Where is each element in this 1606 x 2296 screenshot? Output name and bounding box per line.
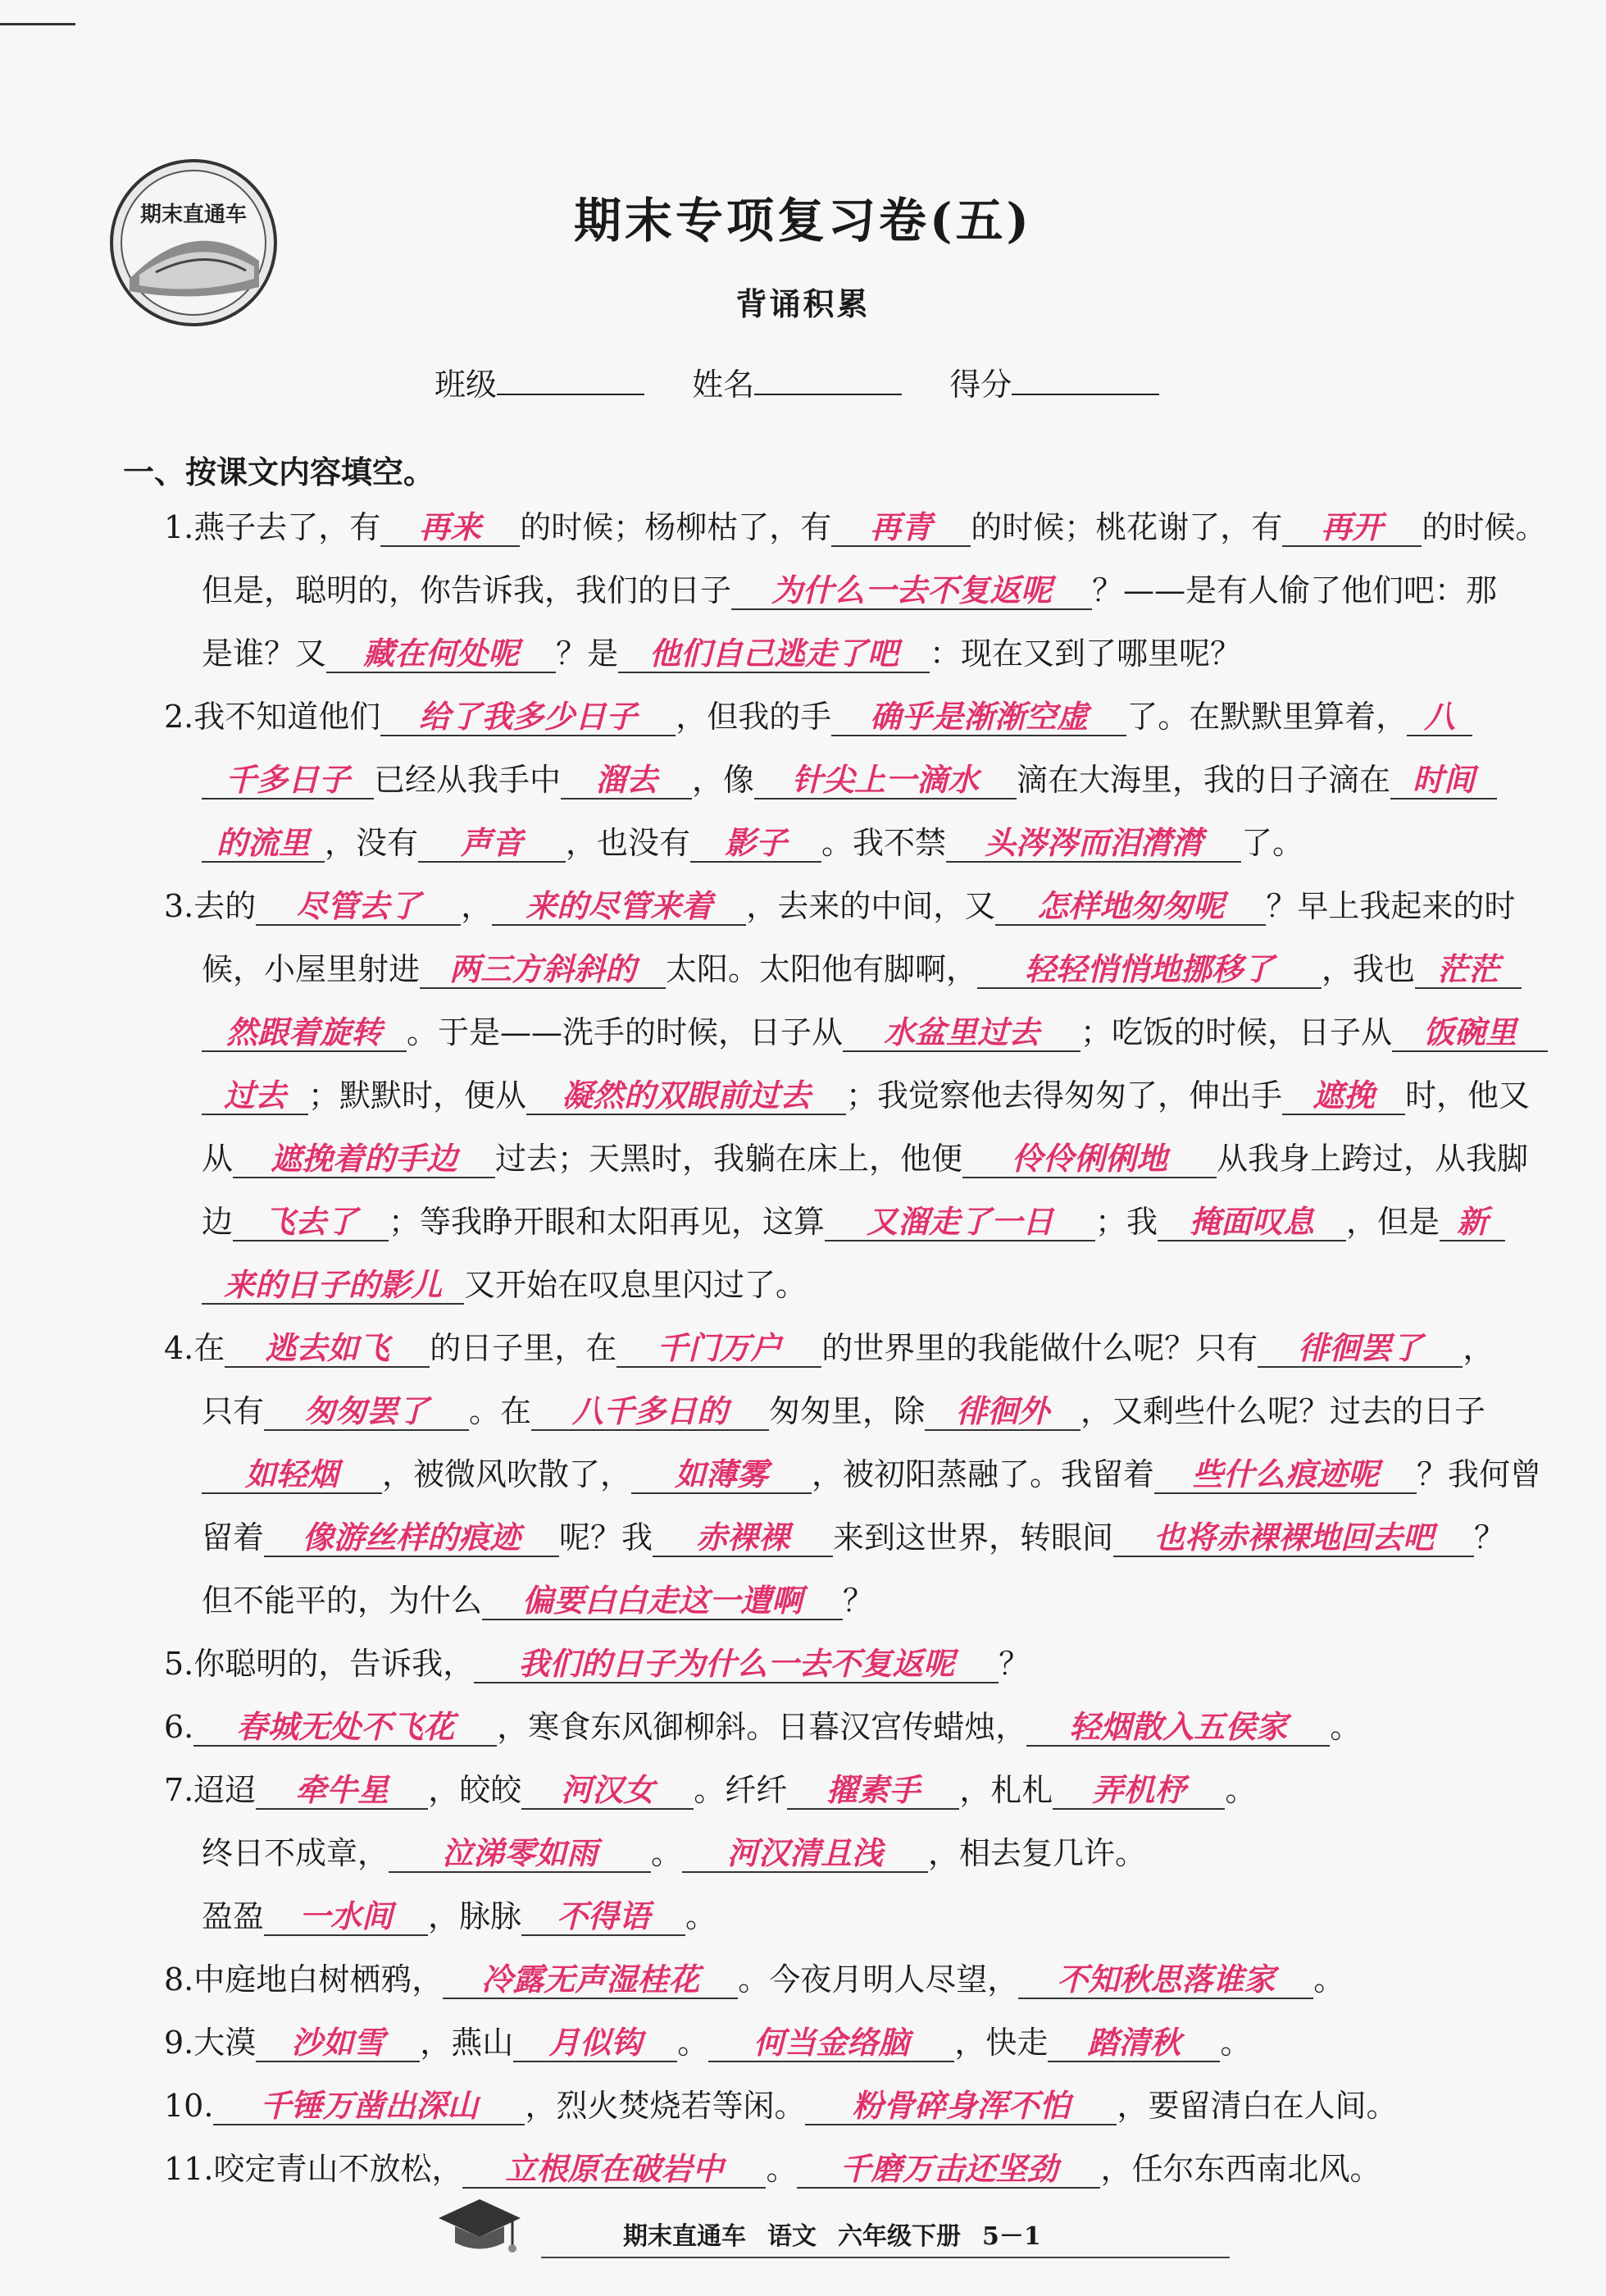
page-subtitle: 背诵积累 (735, 285, 871, 322)
name-field[interactable] (754, 367, 902, 395)
answer-blank: 水盆里过去 (843, 1014, 1081, 1052)
answer-blank: 伶伶俐俐地 (962, 1141, 1217, 1178)
name-label: 姓名 (692, 367, 755, 403)
answer-blank: 冷露无声湿桂花 (443, 1961, 738, 1999)
answer-blank: 来的日子的影儿 (202, 1267, 464, 1305)
answer-blank: 徘徊罢了 (1258, 1330, 1463, 1368)
q7-line-1: 7.迢迢 牵牛星 ，皎皎 河汉女 。纤纤 擢素手 ，札札 弄机杼 。 (164, 1771, 1257, 1808)
answer-blank: 遮挽着的手边 (233, 1141, 495, 1178)
section-heading: 一、按课文内容填空。 (123, 453, 435, 490)
answer-blank: 千锤万凿出深山 (213, 2088, 525, 2125)
answer-blank: 泣涕零如雨 (389, 1835, 651, 1873)
q2-line-2: 千多日子 已经从我手中 溜去 ，像 针尖上一滴水 滴在大海里，我的日子滴在 时间 (202, 754, 1497, 800)
footer-grade: 六年级下册 (838, 2222, 961, 2251)
answer-blank: 擢素手 (787, 1772, 959, 1810)
answer-blank: 针尖上一滴水 (754, 762, 1017, 800)
answer-blank: 也将赤裸裸地回去吧 (1113, 1519, 1474, 1557)
answer-blank: 立根原在破岩中 (462, 2151, 766, 2189)
answer-blank: 牵牛星 (256, 1772, 428, 1810)
answer-blank: 我们的日子为什么一去不复返呢 (474, 1646, 999, 1683)
corner-rule (0, 23, 75, 25)
answer-blank: 头涔涔而泪潸潸 (946, 825, 1241, 863)
q3-line-1: 3.去的 尽管去了 ， 来的尽管来着 ，去来的中间，又 怎样地匆匆呢 ？早上我起来的时 (164, 887, 1516, 924)
answer-blank: 两三方斜斜的 (420, 951, 666, 989)
answer-blank: 声音 (418, 825, 566, 863)
score-field[interactable] (1012, 367, 1159, 395)
answer-blank: 河汉女 (521, 1772, 694, 1810)
answer-blank: 赤裸裸 (653, 1519, 833, 1557)
q4-line-4: 留着 像游丝样的痕迹 呢？我 赤裸裸 来到这世界，转眼间 也将赤裸裸地回去吧 ？ (202, 1519, 1506, 1556)
q3-line-5: 从 遮挽着的手边 过去；天黑时，我躺在床上，他便 伶伶俐俐地 从我身上跨过，从我脚 (202, 1140, 1529, 1177)
answer-blank: 八千多日的 (531, 1393, 769, 1431)
q3-line-4: 过去 ；默默时，便从 凝然的双眼前过去 ；我觉察他去得匆匆了，伸出手 遮挽 时，他又 (202, 1070, 1530, 1115)
question-number: 2. (164, 699, 194, 735)
q1-line-2: 但是，聪明的，你告诉我，我们的日子 为什么一去不复返呢 ？——是有人偷了他们吧：那 (202, 572, 1498, 608)
answer-blank: 饭碗里 (1392, 1014, 1548, 1052)
q3-line-2: 候，小屋里射进 两三方斜斜的 太阳。太阳他有脚啊， 轻轻悄悄地挪移了 ，我也 茫茫 (202, 944, 1522, 989)
q4-line-2: 只有 匆匆罢了 。在 八千多日的 匆匆里，除 徘徊外 ，又剩些什么呢？过去的日子 (202, 1392, 1486, 1429)
answer-blank: 沙如雪 (256, 2025, 420, 2062)
answer-blank: 再开 (1282, 509, 1422, 547)
answer-blank: 踏清秋 (1048, 2025, 1220, 2062)
q7-line-2: 终日不成章， 泣涕零如雨 。 河汉清且浅 ，相去复几许。 (202, 1834, 1147, 1871)
question-number: 5. (164, 1646, 194, 1682)
q11-line-1: 11.咬定青山不放松， 立根原在破岩中 。 千磨万击还坚劲 ，任尔东西南北风。 (164, 2150, 1381, 2187)
answer-blank: 何当金络脑 (708, 2025, 954, 2062)
answer-blank: 弄机杼 (1053, 1772, 1225, 1810)
answer-blank: 如轻烟 (202, 1456, 382, 1494)
answer-blank: 来的尽管来着 (492, 888, 746, 926)
answer-blank: 遮挽 (1282, 1077, 1405, 1115)
answer-blank: 给了我多少日子 (380, 699, 676, 736)
q4-line-1: 4.在 逃去如飞 的日子里，在 千门万户 的世界里的我能做什么呢？只有 徘徊罢了 ， (164, 1329, 1495, 1366)
page-title: 期末专项复习卷(五) (574, 193, 1032, 248)
answer-blank: 千多日子 (202, 762, 374, 800)
q2-line-1: 2.我不知道他们 给了我多少日子 ，但我的手 确乎是渐渐空虚 了。在默默里算着， 八 (164, 691, 1472, 736)
question-number: 6. (164, 1709, 194, 1745)
q10-line-1: 10. 千锤万凿出深山 ，烈火焚烧若等闲。 粉骨碎身浑不怕 ，要留清白在人间。 (164, 2087, 1398, 2124)
q6-line-1: 6. 春城无处不飞花 ，寒食东风御柳斜。日暮汉宫传蜡烛， 轻烟散入五侯家 。 (164, 1708, 1362, 1745)
q4-line-3: 如轻烟 ，被微风吹散了， 如薄雾 ，被初阳蒸融了。我留着 些什么痕迹呢 ？我何曾 (202, 1449, 1541, 1494)
footer (623, 2216, 1062, 2252)
class-field[interactable] (497, 367, 644, 395)
question-number: 8. (164, 1961, 194, 1998)
answer-blank: 的流里 (202, 825, 325, 863)
answer-blank: 然跟着旋转 (202, 1014, 407, 1052)
answer-blank: 凝然的双眼前过去 (526, 1077, 846, 1115)
answer-blank: 又溜走了一日 (825, 1204, 1095, 1241)
answer-blank: 再来 (380, 509, 520, 547)
question-number: 9. (164, 2025, 194, 2061)
q8-line-1: 8.中庭地白树栖鸦， 冷露无声湿桂花 。今夜月明人尽望， 不知秋思落谁家 。 (164, 1961, 1345, 1998)
answer-blank: 千门万户 (616, 1330, 821, 1368)
answer-blank: 粉骨碎身浑不怕 (805, 2088, 1117, 2125)
graduation-cap-icon (430, 2189, 529, 2263)
answer-blank: 过去 (202, 1077, 308, 1115)
q4-line-5: 但不能平的，为什么 偏要白白走这一遭啊 ？ (202, 1582, 875, 1619)
answer-blank: 像游丝样的痕迹 (264, 1519, 559, 1557)
q1-line-1: 1.燕子去了，有 再来 的时候；杨柳枯了，有 再青 的时候；桃花谢了，有 再开 的时候。 (164, 508, 1547, 545)
answer-blank: 徘徊外 (925, 1393, 1081, 1431)
answer-blank: 藏在何处呢 (326, 636, 556, 673)
footer-subject: 语文 (767, 2222, 817, 2251)
answer-blank: 一水间 (264, 1898, 428, 1936)
answer-blank: 再青 (831, 509, 971, 547)
answer-blank: 他们自己逃走了吧 (618, 636, 930, 673)
answer-blank: 确乎是渐渐空虚 (831, 699, 1126, 736)
question-number: 1. (164, 509, 194, 545)
answer-blank: 怎样地匆匆呢 (995, 888, 1266, 926)
q9-line-1: 9.大漠 沙如雪 ，燕山 月似钩 。 何当金络脑 ，快走 踏清秋 。 (164, 2024, 1252, 2061)
answer-blank: 掩面叹息 (1158, 1204, 1346, 1241)
answer-blank: 千磨万击还坚劲 (797, 2151, 1100, 2189)
logo-text: 期末直通车 (139, 203, 248, 227)
q3-line-7: 来的日子的影儿 又开始在叹息里闪过了。 (202, 1260, 807, 1305)
answer-blank: 轻烟散入五侯家 (1026, 1709, 1330, 1747)
q5-line-1: 5.你聪明的，告诉我， 我们的日子为什么一去不复返呢 ？ (164, 1645, 1030, 1682)
q3-line-3: 然跟着旋转 。于是——洗手的时候，日子从 水盆里过去 ；吃饭的时候，日子从 饭碗里 (202, 1007, 1548, 1052)
answer-blank: 河汉清且浅 (682, 1835, 928, 1873)
q7-line-3: 盈盈 一水间 ，脉脉 不得语 。 (202, 1897, 717, 1934)
footer-rule (541, 2257, 1230, 2258)
q3-line-6: 边 飞去了 ；等我睁开眼和太阳再见，这算 又溜走了一日 ；我 掩面叹息 ，但是 新 (202, 1196, 1505, 1241)
answer-blank: 如薄雾 (631, 1456, 812, 1494)
answer-blank: 八 (1407, 699, 1472, 736)
student-info (434, 359, 1197, 404)
answer-blank: 月似钩 (513, 2025, 677, 2062)
answer-blank: 些什么痕迹呢 (1154, 1456, 1417, 1494)
answer-blank: 不得语 (521, 1898, 685, 1936)
footer-book: 期末直通车 (623, 2222, 746, 2251)
question-number: 3. (164, 888, 194, 924)
answer-blank: 不知秋思落谁家 (1018, 1961, 1313, 1999)
question-number: 4. (164, 1330, 194, 1366)
answer-blank: 时间 (1390, 762, 1497, 800)
question-number: 10. (164, 2088, 214, 2124)
q1-line-3: 是谁？又 藏在何处呢 ？是 他们自己逃走了吧 ：现在又到了哪里呢？ (202, 635, 1242, 672)
answer-blank: 尽管去了 (256, 888, 461, 926)
answer-blank: 溜去 (561, 762, 692, 800)
question-number: 11. (164, 2151, 214, 2187)
answer-blank: 逃去如飞 (225, 1330, 430, 1368)
q2-line-3: 的流里 ，没有 声音 ，也没有 影子 。我不禁 头涔涔而泪潸潸 了。 (202, 818, 1303, 863)
answer-blank: 匆匆罢了 (264, 1393, 469, 1431)
answer-blank: 春城无处不飞花 (193, 1709, 497, 1747)
answer-blank: 飞去了 (233, 1204, 389, 1241)
question-number: 7. (164, 1772, 194, 1808)
answer-blank: 茫茫 (1415, 951, 1522, 989)
answer-blank: 偏要白白走这一遭啊 (482, 1583, 843, 1620)
answer-blank: 新 (1440, 1204, 1505, 1241)
answer-blank: 轻轻悄悄地挪移了 (977, 951, 1322, 989)
answer-blank: 影子 (690, 825, 821, 863)
answer-blank: 为什么一去不复返呢 (731, 572, 1092, 610)
footer-page: 5－1 (982, 2222, 1041, 2251)
class-label: 班级 (434, 367, 498, 403)
score-label: 得分 (949, 367, 1012, 403)
